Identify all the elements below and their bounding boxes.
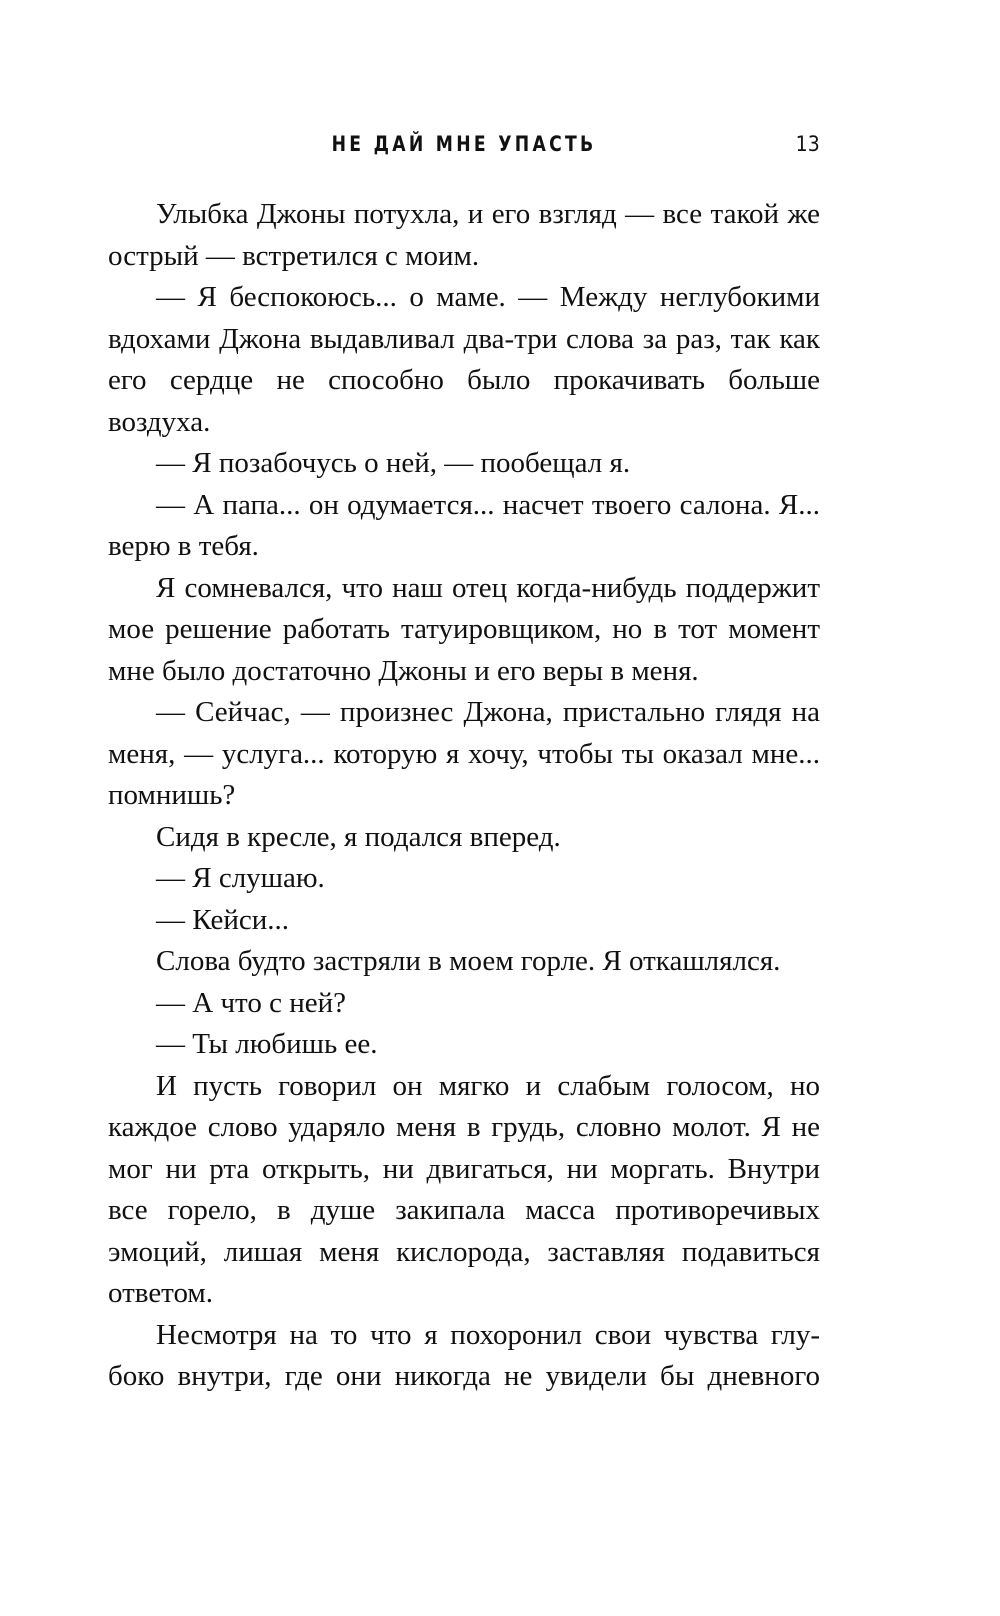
paragraph: Слова будто застряли в моем горле. Я откашлялся. bbox=[156, 945, 781, 977]
body-text bbox=[108, 194, 820, 1398]
paragraph: — Я позабочусь о ней, — пообещал я. bbox=[156, 447, 631, 479]
paragraph: Несмотря на то что я похоронил свои чувства глубоко внутри, где они никогда не увидели бы дневного bbox=[108, 1318, 820, 1392]
paragraph: — Я беспокоюсь... о маме. — Между неглубокими вдохами Джона выдавливал два-три слова за раз, так как его сердце не способно было прокачивать больше воздуха. bbox=[108, 281, 820, 438]
running-head bbox=[108, 128, 820, 168]
page-number: 13 bbox=[795, 132, 820, 156]
running-title: НЕ ДАЙ МНЕ УПАСТЬ bbox=[331, 132, 597, 156]
paragraph: — Кейси... bbox=[156, 903, 290, 936]
paragraph: — Я слушаю. bbox=[156, 862, 325, 894]
paragraph: — Сейчас, — произнес Джона, пристально глядя на меня, — услуга... которую я хочу, чтобы ты оказал мне... помнишь? bbox=[108, 696, 820, 811]
paragraph: Сидя в кресле, я подался вперед. bbox=[156, 820, 561, 853]
paragraph: Я сомневался, что наш отец когда-нибудь поддержит мое решение работать татуировщиком, но в тот момент мне было достаточно Джоны и его веры в меня. bbox=[108, 571, 820, 687]
paragraph: И пусть говорил он мягко и слабым голосом, но каждое слово ударяло меня в грудь, словно молот. Я не мог ни рта открыть, ни двигаться, ни моргать. Внутри все горело, в душе закипала масса противоречивых эмоций, лишая меня кислорода, заставляя подавиться ответом. bbox=[108, 1069, 820, 1309]
paragraph: — А что с ней? bbox=[156, 986, 346, 1019]
paragraph: — Ты любишь ее. bbox=[156, 1028, 378, 1060]
paragraph: — А папа... он одумается... насчет твоего салона. Я... верю в тебя. bbox=[108, 488, 820, 562]
paragraph: Улыбка Джоны потухла, и его взгляд — все такой же острый — встретился с моим. bbox=[108, 198, 820, 272]
